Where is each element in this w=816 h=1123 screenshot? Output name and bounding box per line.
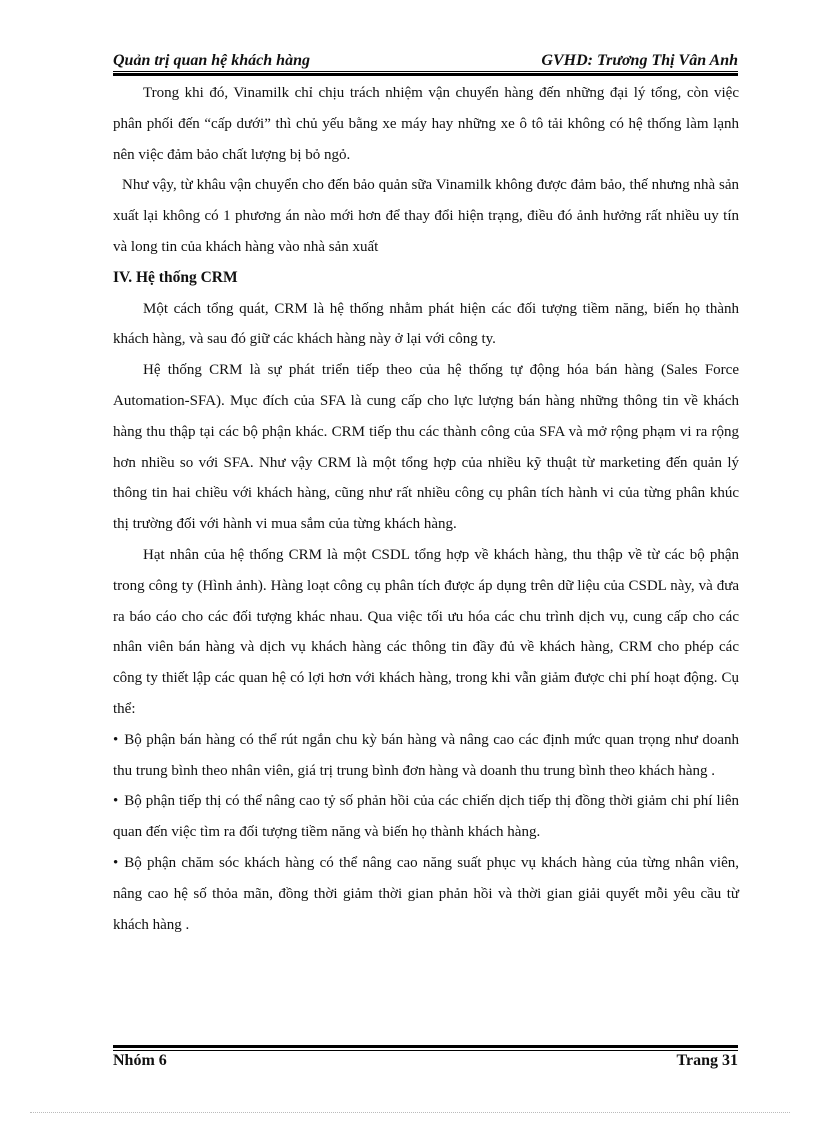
header-rule-thin xyxy=(113,71,738,72)
paragraph-conclusion: Như vậy, từ khâu vận chuyển cho đến bảo quản sữa Vinamilk không được đảm bảo, thế nhưng nhà sản xuất lại không có 1 phương án nào mới hơn để thay đổi hiện trạng, điều đó ảnh hưởng rất nhiều uy tín và long tin của khách hàng vào nhà sản xuất xyxy=(113,177,739,255)
paragraph-crm-sfa: Hệ thống CRM là sự phát triển tiếp theo của hệ thống tự động hóa bán hàng (Sales Force Automation-SFA). Mục đích của SFA là cung cấp cho lực lượng bán hàng những thông tin về khách hàng thu thập tại các bộ phận khác. CRM tiếp thu các thành công của SFA và mở rộng phạm vi ra rộng hơn nhiều so với SFA. Như vậy CRM là một tổng hợp của nhiều kỹ thuật từ marketing đến quản lý thông tin hai chiều với khách hàng, cũng như rất nhiều công cụ phân tích hành vi của từng phân khúc thị trường đối với hành vi mua sắm của từng khách hàng. xyxy=(113,362,739,533)
paragraph-crm-core: Hạt nhân của hệ thống CRM là một CSDL tổng hợp về khách hàng, thu thập về từ các bộ phận trong công ty (Hình ảnh). Hàng loạt công cụ phân tích được áp dụng trên dữ liệu của CSDL này, và đưa ra báo cáo cho các đối tượng khác nhau. Qua việc tối ưu hóa các chu trình dịch vụ, cung cấp cho các nhân viên bán hàng và dịch vụ khách hàng các thông tin đầy đủ về khách hàng, CRM cho phép các công ty thiết lập các quan hệ có lợi hơn với khách hàng, trong khi vẫn giảm được chi phí hoạt động. Cụ thể: xyxy=(113,546,739,717)
header-course-title: Quản trị quan hệ khách hàng xyxy=(113,52,310,69)
bullet-marketing xyxy=(113,786,739,848)
footer-rule-thick xyxy=(113,1045,738,1048)
header-instructor: GVHD: Trương Thị Vân Anh xyxy=(541,52,738,69)
document-body xyxy=(113,78,739,940)
footer-group: Nhóm 6 xyxy=(113,1052,167,1069)
bullet-customer-care xyxy=(113,848,739,940)
paragraph-distribution: Trong khi đó, Vinamilk chỉ chịu trách nhiệm vận chuyển hàng đến những đại lý tổng, còn việc phân phối đến “cấp dưới” thì chủ yếu bằng xe máy hay những xe ô tô tải không có hệ thống làm lạnh nên việc đảm bảo chất lượng bị bỏ ngỏ. xyxy=(113,85,739,163)
section-heading: IV. Hệ thống CRM xyxy=(113,268,238,286)
footer-rule-thin xyxy=(113,1050,738,1051)
bullet-symbol: • xyxy=(113,793,119,810)
bullet-symbol: • xyxy=(113,731,119,748)
bullet-text: Bộ phận chăm sóc khách hàng có thể nâng cao năng suất phục vụ khách hàng của từng nhân viên, nâng cao hệ số thỏa mãn, đồng thời giảm thời gian phản hồi và thời gian giải quyết mỗi yêu cầu từ khách hàng . xyxy=(113,854,739,933)
bullet-text: Bộ phận tiếp thị có thể nâng cao tỷ số phản hồi của các chiến dịch tiếp thị đồng thời giảm chi phí liên quan đến việc tìm ra đối tượng tiềm năng và biến họ thành khách hàng. xyxy=(113,793,739,841)
footer-page-number: Trang 31 xyxy=(676,1052,738,1069)
header-rule-thick xyxy=(113,73,738,76)
page-footer xyxy=(113,1052,738,1074)
bullet-sales xyxy=(113,725,739,787)
paragraph-crm-overview: Một cách tổng quát, CRM là hệ thống nhằm phát hiện các đối tượng tiềm năng, biến họ thành khách hàng, và sau đó giữ các khách hàng này ở lại với công ty. xyxy=(113,300,739,348)
bullet-text: Bộ phận bán hàng có thể rút ngắn chu kỳ bán hàng và nâng cao các định mức quan trọng như doanh thu trung bình theo nhân viên, giá trị trung bình đơn hàng và doanh thu trung bình theo khách hàng . xyxy=(113,731,739,779)
bullet-symbol: • xyxy=(113,854,119,871)
page-header xyxy=(113,50,738,72)
page-bottom-dotted-line xyxy=(30,1112,790,1113)
